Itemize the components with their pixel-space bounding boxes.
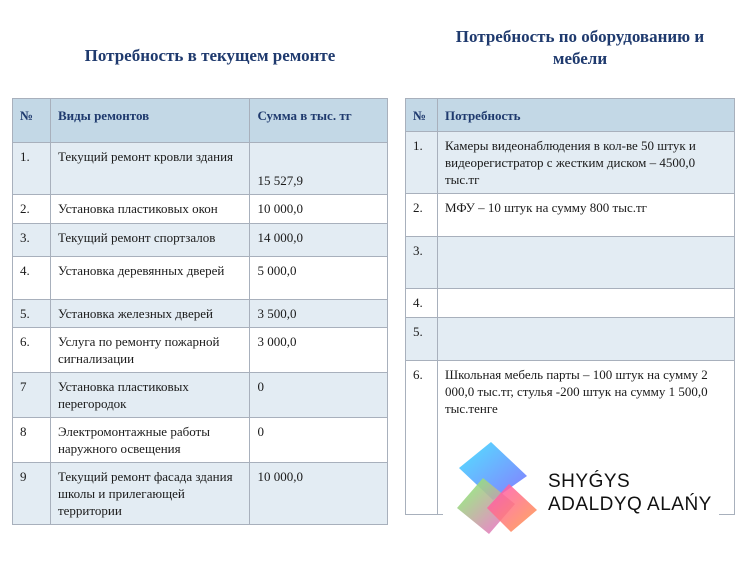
logo-line-1: SHYǴYS [548, 471, 631, 492]
row-number: 6. [406, 361, 438, 515]
table-row [406, 289, 735, 318]
row-number: 5. [13, 300, 51, 328]
table-row [13, 195, 388, 224]
row-number: 3. [13, 224, 51, 257]
column-header-sum: Сумма в тыс. тг [250, 99, 388, 143]
table-row [13, 143, 388, 195]
repair-type: Установка пластиковых окон [50, 195, 250, 224]
row-number: 5. [406, 318, 438, 361]
need-description [437, 318, 734, 361]
column-header-number: № [406, 99, 438, 132]
table-row [406, 318, 735, 361]
column-header-repair-type: Виды ремонтов [50, 99, 250, 143]
table-row [406, 132, 735, 194]
column-header-need: Потребность [437, 99, 734, 132]
repair-sum: 5 000,0 [250, 257, 388, 300]
repair-sum: 15 527,9 [250, 143, 388, 195]
row-number: 7 [13, 373, 51, 418]
repair-type: Установка деревянных дверей [50, 257, 250, 300]
table-row [13, 300, 388, 328]
row-number: 8 [13, 418, 51, 463]
row-number: 4. [406, 289, 438, 318]
need-description [437, 289, 734, 318]
repair-type: Установка пластиковых перегородок [50, 373, 250, 418]
need-description: МФУ – 10 штук на сумму 800 тыс.тг [437, 194, 734, 237]
table-row [13, 418, 388, 463]
colorful-diamond-logo-icon [453, 438, 543, 548]
repair-type: Услуга по ремонту пожарной сигнализации [50, 328, 250, 373]
repair-type: Электромонтажные работы наружного освещения [50, 418, 250, 463]
repair-needs-table [12, 98, 388, 525]
table-row [13, 463, 388, 525]
logo-line-2: ADALDYQ ALAŃY [548, 494, 712, 515]
column-header-number: № [13, 99, 51, 143]
repair-sum: 0 [250, 418, 388, 463]
need-description: Камеры видеонаблюдения в кол-ве 50 штук и видеорегистратор с жестким диском – 4500,0 тыс.тг [437, 132, 734, 194]
need-description [437, 237, 734, 289]
repair-sum: 14 000,0 [250, 224, 388, 257]
right-section-title: Потребность по оборудованию и мебели [455, 27, 705, 68]
row-number: 1. [406, 132, 438, 194]
left-section-title: Потребность в текущем ремонте [84, 46, 336, 65]
logo-text [548, 470, 712, 516]
table-row [13, 373, 388, 418]
repair-type: Текущий ремонт фасада здания школы и прилегающей территории [50, 463, 250, 525]
repair-type: Установка железных дверей [50, 300, 250, 328]
repair-type: Текущий ремонт спортзалов [50, 224, 250, 257]
repair-sum: 0 [250, 373, 388, 418]
row-number: 9 [13, 463, 51, 525]
repair-sum: 10 000,0 [250, 195, 388, 224]
table-row [13, 257, 388, 300]
need-description: Школьная мебель парты – 100 штук на сумму 2 000,0 тыс.тг, стулья -200 штук на сумму 1 500,0 тыс.тенге [437, 361, 734, 515]
repair-sum: 3 500,0 [250, 300, 388, 328]
table-row [406, 194, 735, 237]
row-number: 2. [406, 194, 438, 237]
watermark-logo [443, 432, 719, 554]
row-number: 2. [13, 195, 51, 224]
row-number: 1. [13, 143, 51, 195]
row-number: 3. [406, 237, 438, 289]
repair-sum: 3 000,0 [250, 328, 388, 373]
table-row [13, 328, 388, 373]
table-row [406, 237, 735, 289]
repair-sum: 10 000,0 [250, 463, 388, 525]
row-number: 4. [13, 257, 51, 300]
table-row [13, 224, 388, 257]
row-number: 6. [13, 328, 51, 373]
repair-type: Текущий ремонт кровли здания [50, 143, 250, 195]
